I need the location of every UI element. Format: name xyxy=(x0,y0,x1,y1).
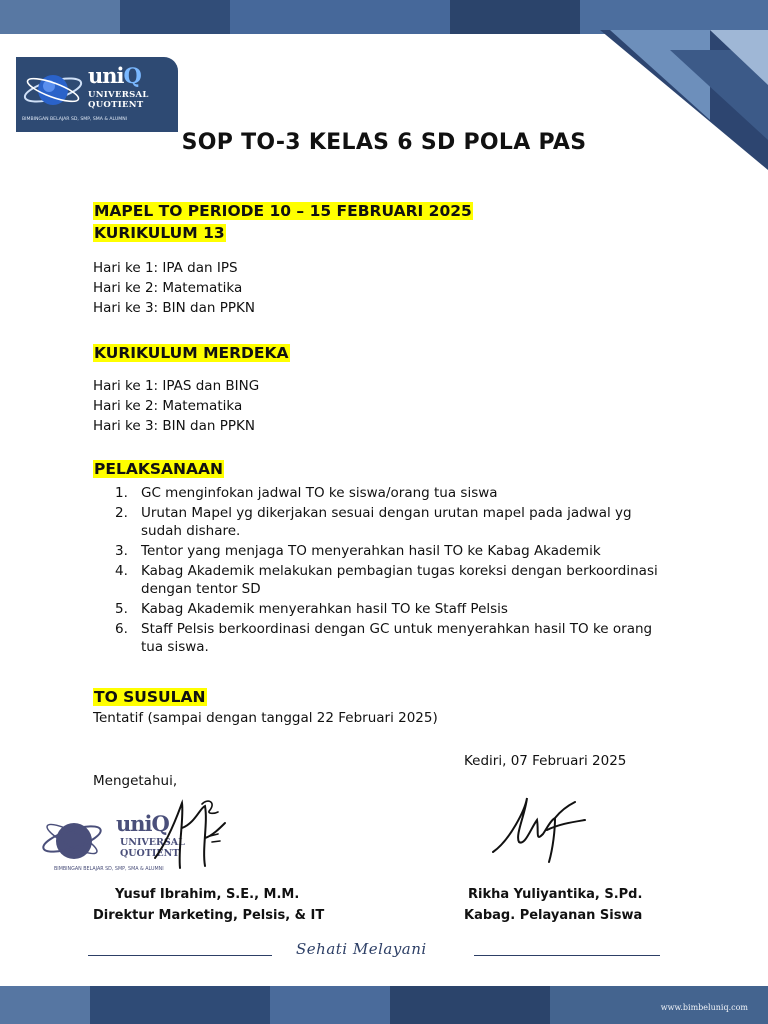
schedule-line: Hari ke 1: IPAS dan BING xyxy=(93,378,260,394)
signature-left xyxy=(150,798,240,878)
list-item: 3. Tentor yang menjaga TO menyerahkan hasil TO ke Kabag Akademik xyxy=(115,543,601,559)
schedule-line: Hari ke 2: Matematika xyxy=(93,398,243,414)
signatory-left-name: Yusuf Ibrahim, S.E., M.M. xyxy=(115,887,300,902)
signatory-right-role-wrap xyxy=(464,905,642,926)
section-pelaksanaan xyxy=(93,458,671,658)
logo-tagline: BIMBINGAN BELAJAR SD, SMP, SMA & ALUMNI xyxy=(22,117,127,122)
logo-name: UNIVERSAL QUOTIENT xyxy=(88,90,149,110)
signature-right xyxy=(485,790,595,870)
section-kurikulum-13 xyxy=(93,200,473,318)
website-url: www.bimbeluniq.com xyxy=(660,1003,748,1012)
acknowledged-label: Mengetahui, xyxy=(93,773,178,789)
list-item: 2. Urutan Mapel yg dikerjakan sesuai dengan urutan mapel pada jadwal yg sudah dishare. xyxy=(115,505,632,539)
footer-banner xyxy=(0,986,768,1024)
place-date: Kediri, 07 Februari 2025 xyxy=(464,753,627,769)
list-item: 6. Staff Pelsis berkoordinasi dengan GC untuk menyerahkan hasil TO ke orang tua siswa. xyxy=(115,621,653,655)
k13-heading: KURIKULUM 13 xyxy=(94,224,225,242)
stamp-tagline: BIMBINGAN BELAJAR SD, SMP, SMA & ALUMNI xyxy=(54,867,164,872)
signatory-right-name: Rikha Yuliyantika, S.Pd. xyxy=(468,887,643,902)
stamp-brand: uniQ xyxy=(116,811,169,836)
merdeka-heading: KURIKULUM MERDEKA xyxy=(94,344,289,362)
motto: Sehati Melayani xyxy=(296,940,427,958)
schedule-line: Hari ke 2: Matematika xyxy=(93,280,243,296)
list-item: 5. Kabag Akademik menyerahkan hasil TO ke Staff Pelsis xyxy=(115,601,508,617)
period-heading: MAPEL TO PERIODE 10 – 15 FEBRUARI 2025 xyxy=(94,202,472,220)
signatory-right xyxy=(468,884,642,905)
divider-left xyxy=(88,955,272,956)
header-banner xyxy=(0,0,768,34)
susulan-text: Tentatif (sampai dengan tanggal 22 Februari 2025) xyxy=(93,710,438,726)
susulan-heading: TO SUSULAN xyxy=(94,688,206,706)
logo-brand: uniQ xyxy=(88,63,141,88)
section-kurikulum-merdeka xyxy=(93,342,290,436)
signatory-left-role-wrap xyxy=(93,905,324,926)
stamp-name: UNIVERSAL QUOTIENT xyxy=(120,837,185,859)
section-susulan xyxy=(93,686,438,728)
page-title: SOP TO-3 KELAS 6 SD POLA PAS xyxy=(181,130,587,155)
globe-icon xyxy=(22,65,84,115)
schedule-line: Hari ke 1: IPA dan IPS xyxy=(93,260,238,276)
list-item: 1. GC menginfokan jadwal TO ke siswa/orang tua siswa xyxy=(115,485,498,501)
schedule-line: Hari ke 3: BIN dan PPKN xyxy=(93,300,255,316)
signatory-right-role: Kabag. Pelayanan Siswa xyxy=(464,908,643,923)
steps-list xyxy=(93,484,671,656)
signatory-left xyxy=(115,884,299,905)
globe-stamp-icon xyxy=(40,811,104,867)
pelaksanaan-heading: PELAKSANAAN xyxy=(94,460,223,478)
list-item: 4. Kabag Akademik melakukan pembagian tugas koreksi dengan berkoordinasi dengan tentor SD xyxy=(115,563,658,597)
schedule-line: Hari ke 3: BIN dan PPKN xyxy=(93,418,255,434)
company-logo xyxy=(16,57,178,132)
divider-right xyxy=(474,955,660,956)
signatory-left-role: Direktur Marketing, Pelsis, & IT xyxy=(93,908,325,923)
